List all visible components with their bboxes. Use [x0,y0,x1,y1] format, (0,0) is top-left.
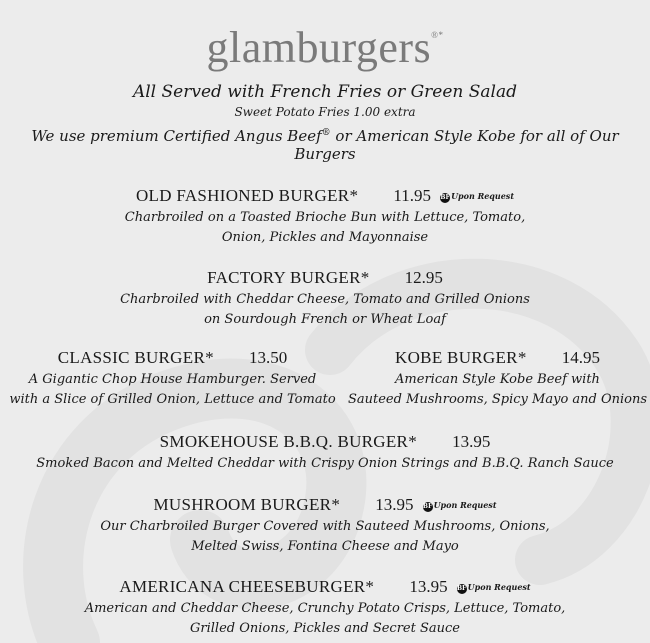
menu-item-old-fashioned [0,186,650,206]
item-name: CLASSIC BURGER* [57,348,214,367]
item-desc-smokehouse [0,454,650,474]
bf-icon: BF [422,502,433,510]
menu-item-smokehouse [0,432,650,452]
registered-mark: ® [321,128,331,138]
upon-request-badge [440,191,514,203]
item-price: 13.95 [452,432,491,451]
desc-line: Charbroiled with Cheddar Cheese, Tomato and Grilled Onions [120,292,530,307]
upon-request-badge [423,500,497,512]
desc-line: Our Charbroiled Burger Covered with Sauteed Mushrooms, Onions, [100,519,550,534]
trademark-mark: ®* [431,30,444,40]
desc-line: Sauteed Mushrooms, Spicy Mayo and Onions [347,392,648,407]
item-price: 11.95 [393,186,431,205]
item-price: 13.95 [409,577,448,596]
desc-line: Charbroiled on a Toasted Brioche Bun with Lettuce, Tomato, [124,210,526,225]
upon-request-badge [457,582,531,594]
badge-label: Upon Request [451,190,515,201]
menu-title-text: glamburgers [206,23,432,72]
desc-line: American Style Kobe Beef with [395,372,600,387]
item-name: MUSHROOM BURGER* [153,495,341,514]
desc-line: American and Cheddar Cheese, Crunchy Potato Crisps, Lettuce, Tomato, [84,601,566,616]
item-name: FACTORY BURGER* [207,268,370,287]
item-desc-factory [0,290,650,330]
desc-line: with a Slice of Grilled Onion, Lettuce and Tomato [9,392,336,407]
item-price: 14.95 [561,348,600,367]
item-price: 13.95 [375,495,414,514]
desc-line: Grilled Onions, Pickles and Secret Sauce [190,621,460,636]
badge-label: Upon Request [433,499,497,510]
desc-line: Smoked Bacon and Melted Cheddar with Crispy Onion Strings and B.B.Q. Ranch Sauce [36,456,614,471]
item-name: OLD FASHIONED BURGER* [135,186,359,205]
item-price: 12.95 [404,268,443,287]
item-desc-old-fashioned [0,208,650,248]
beef-note-pre: We use premium Certified Angus Beef [31,127,322,145]
item-name: KOBE BURGER* [395,348,527,367]
menu-item-americana [0,577,650,597]
item-name: AMERICANA CHEESEBURGER* [119,577,375,596]
menu-item-factory [0,268,650,288]
menu-title [0,22,650,73]
item-name: SMOKEHOUSE B.B.Q. BURGER* [159,432,417,451]
desc-line: Melted Swiss, Fontina Cheese and Mayo [191,539,459,554]
bf-icon: BF [456,584,467,592]
item-desc-americana [0,599,650,639]
desc-line: A Gigantic Chop House Hamburger. Served [28,372,317,387]
desc-line: on Sourdough French or Wheat Loaf [204,312,446,327]
beef-note-post: or American Style Kobe for all of Our Burgers [294,127,619,163]
menu-item-kobe [345,348,650,410]
bf-icon: BF [440,193,450,201]
desc-line: Onion, Pickles and Mayonnaise [221,230,429,245]
extra-note: Sweet Potato Fries 1.00 extra [234,105,416,119]
beef-note [0,127,650,163]
item-desc-mushroom [0,517,650,557]
menu-item-mushroom [0,495,650,515]
item-price: 13.50 [248,348,288,367]
badge-label: Upon Request [467,581,531,592]
serving-note: All Served with French Fries or Green Salad [132,82,518,102]
menu-item-classic [0,348,345,410]
